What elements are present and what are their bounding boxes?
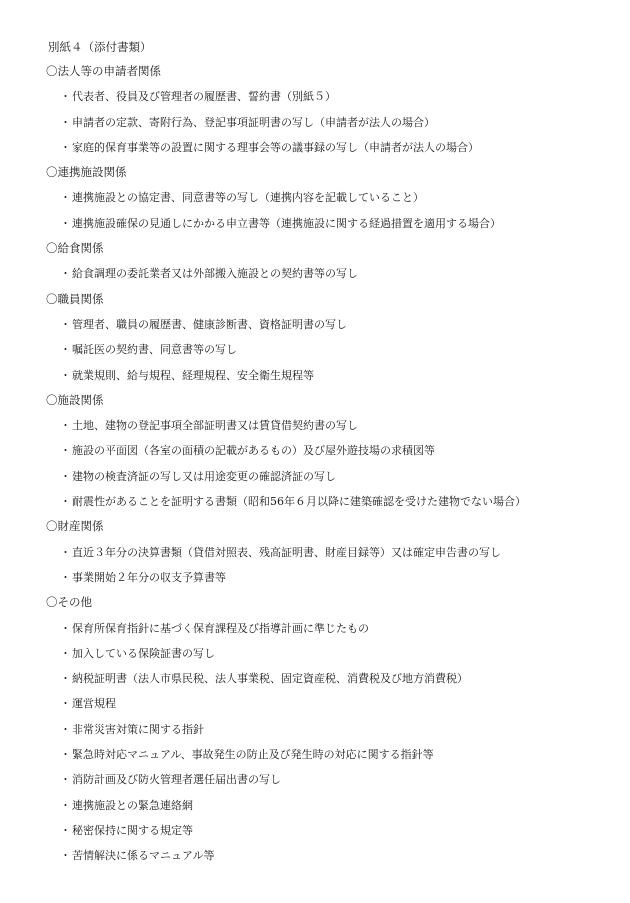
list-item-text: 秘密保持に関する規定等 bbox=[72, 823, 193, 837]
list-item-text: 就業規則、給与規程、経理規程、安全衛生規程等 bbox=[72, 368, 314, 382]
list-item bbox=[0, 135, 630, 160]
bullet-marker: ・ bbox=[60, 216, 71, 230]
list-item-text: 連携施設との協定書、同意書等の写し（連携内容を記載していること） bbox=[72, 191, 424, 205]
list-item-text: 連携施設確保の見通しにかかる申立書等（連携施設に関する経過措置を適用する場合） bbox=[72, 216, 501, 230]
attachment-list bbox=[0, 59, 630, 869]
bullet-marker: ・ bbox=[60, 748, 71, 762]
list-item bbox=[0, 666, 630, 691]
section-heading: 〇施設関係 bbox=[46, 392, 104, 407]
list-item bbox=[0, 337, 630, 362]
bullet-marker: ・ bbox=[60, 722, 71, 736]
list-item bbox=[0, 818, 630, 843]
bullet-marker: ・ bbox=[60, 646, 71, 660]
document-title: 別紙４（添付書類） bbox=[48, 40, 152, 54]
list-item-text: 納税証明書（法人市県民税、法人事業税、固定資産税、消費税及び地方消費税） bbox=[72, 672, 468, 686]
list-item-text: 施設の平面図（各室の面積の記載があるもの）及び屋外遊技場の求積図等 bbox=[72, 444, 435, 458]
list-item-text: 加入している保険証書の写し bbox=[72, 646, 215, 660]
list-item bbox=[0, 261, 630, 286]
list-item-text: 苦情解決に係るマニュアル等 bbox=[72, 849, 215, 863]
list-item bbox=[0, 185, 630, 210]
bullet-marker: ・ bbox=[60, 140, 71, 154]
list-item bbox=[0, 616, 630, 641]
list-item-text: 保育所保育指針に基づく保育課程及び指導計画に準じたもの bbox=[72, 621, 369, 635]
list-item-text: 連携施設との緊急連絡網 bbox=[72, 798, 193, 812]
bullet-marker: ・ bbox=[60, 317, 71, 331]
section-heading: 〇職員関係 bbox=[46, 291, 104, 306]
bullet-marker: ・ bbox=[60, 621, 71, 635]
bullet-marker: ・ bbox=[60, 672, 71, 686]
list-item bbox=[0, 691, 630, 716]
section-heading: 〇給食関係 bbox=[46, 241, 104, 256]
bullet-marker: ・ bbox=[60, 823, 71, 837]
list-item-text: 家庭的保育事業等の設置に関する理事会等の議事録の写し（申請者が法人の場合） bbox=[72, 140, 479, 154]
bullet-marker: ・ bbox=[60, 469, 71, 483]
section-heading: 〇財産関係 bbox=[46, 519, 104, 534]
list-item bbox=[0, 793, 630, 818]
list-item bbox=[0, 843, 630, 868]
list-item bbox=[0, 767, 630, 792]
list-item-text: 事業開始２年分の収支予算書等 bbox=[72, 570, 226, 584]
list-item-text: 管理者、職員の履歴書、健康診断書、資格証明書の写し bbox=[72, 317, 347, 331]
list-item bbox=[0, 438, 630, 463]
list-item-text: 代表者、役員及び管理者の履歴書、誓約書（別紙５） bbox=[72, 90, 336, 104]
list-item bbox=[0, 540, 630, 565]
list-item bbox=[0, 717, 630, 742]
list-item-text: 申請者の定款、寄附行為、登記事項証明書の写し（申請者が法人の場合） bbox=[72, 115, 435, 129]
list-item-text: 消防計画及び防火管理者選任届出書の写し bbox=[72, 773, 281, 787]
bullet-marker: ・ bbox=[60, 419, 71, 433]
list-item-text: 耐震性があることを証明する書類（昭和56年６月以降に建築確認を受けた建物でない場合） bbox=[72, 495, 526, 509]
bullet-marker: ・ bbox=[60, 545, 71, 559]
list-item-text: 給食調理の委託業者又は外部搬入施設との契約書等の写し bbox=[72, 267, 358, 281]
list-item bbox=[0, 641, 630, 666]
list-item bbox=[0, 110, 630, 135]
bullet-marker: ・ bbox=[60, 444, 71, 458]
list-item bbox=[0, 489, 630, 514]
list-item-text: 土地、建物の登記事項全部証明書又は賃貸借契約書の写し bbox=[72, 419, 358, 433]
list-item-text: 緊急時対応マニュアル、事故発生の防止及び発生時の対応に関する指針等 bbox=[72, 748, 434, 762]
list-item-text: 運営規程 bbox=[72, 697, 116, 711]
list-item bbox=[0, 565, 630, 590]
bullet-marker: ・ bbox=[60, 267, 71, 281]
bullet-marker: ・ bbox=[60, 90, 71, 104]
bullet-marker: ・ bbox=[60, 495, 71, 509]
bullet-marker: ・ bbox=[60, 570, 71, 584]
bullet-marker: ・ bbox=[60, 697, 71, 711]
bullet-marker: ・ bbox=[60, 115, 71, 129]
bullet-marker: ・ bbox=[60, 849, 71, 863]
list-item bbox=[0, 742, 630, 767]
list-item bbox=[0, 363, 630, 388]
section-heading: 〇連携施設関係 bbox=[46, 165, 127, 180]
list-item bbox=[0, 84, 630, 109]
bullet-marker: ・ bbox=[60, 773, 71, 787]
bullet-marker: ・ bbox=[60, 368, 71, 382]
list-item bbox=[0, 211, 630, 236]
list-item-text: 直近３年分の決算書類（貸借対照表、残高証明書、財産目録等）又は確定申告書の写し bbox=[72, 545, 501, 559]
section-heading: 〇その他 bbox=[46, 595, 92, 610]
section-heading: 〇法人等の申請者関係 bbox=[46, 64, 161, 78]
list-item-text: 非常災害対策に関する指針 bbox=[72, 722, 204, 736]
list-item-text: 建物の検査済証の写し又は用途変更の確認済証の写し bbox=[72, 469, 336, 483]
list-item bbox=[0, 312, 630, 337]
list-item-text: 嘱託医の契約書、同意書等の写し bbox=[72, 343, 237, 357]
list-item bbox=[0, 464, 630, 489]
bullet-marker: ・ bbox=[60, 191, 71, 205]
bullet-marker: ・ bbox=[60, 798, 71, 812]
list-item bbox=[0, 413, 630, 438]
bullet-marker: ・ bbox=[60, 343, 71, 357]
